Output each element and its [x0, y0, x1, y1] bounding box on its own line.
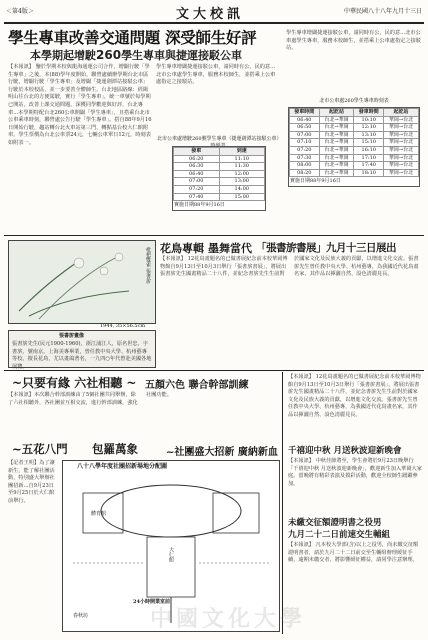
issue-date: 中華民國八十八年九月十三日	[343, 8, 422, 15]
club-banner-c: ~社團盛大招新 廣納新血	[166, 447, 278, 458]
table-cell: 14:00	[219, 185, 265, 193]
table-cell: 06:30	[174, 163, 220, 171]
table-cell: 12:00	[219, 170, 265, 178]
table-cell: 華岡→台北	[384, 154, 419, 162]
exhibit-banner-a: 花鳥專輯	[160, 242, 204, 255]
exhibit-banner-b: 墨舞當代	[208, 242, 252, 255]
lead-subhead-prefix: 本學期起增駛	[30, 49, 96, 62]
table-row	[174, 163, 265, 171]
table2-note: 實施日期88年9月16日	[290, 178, 341, 185]
map-label-c: 24小時開業室前	[133, 599, 170, 605]
paper-title: 文大校訊	[176, 7, 245, 22]
table-row	[290, 116, 419, 124]
table-cell: 台北→華岡	[319, 124, 354, 132]
lead-body: 【本報訊】 鑒於學期本校與龍海通運公司合作，增闢行駛「學生專車」之後，本(88)學年度開始，聯營處續辦學期台北市區行駛，增闢行駛「學生專車」及增闢「捷運劍潭站接駁公車」行駛於本校校區，並一步要善全體師生。台北地區路線：經陽明山往台北的方便駕駛，實行「學生專車」，統一車號於每學期已開站，改善上課交通問題。深獲同學歡迎與好評，台北專車...本學期特配台北260公車開闢「學生專車」，且搭乘台北市公車乘車時刻，聯營處公告行駛「學生專車」。搭自88年9月16日開始行駛，趨站轉台北火車站第三門，轉點基台校大仁館附車。學生票價為台北公車票24元，七輛公車單日12元，時刻表如附表一。	[8, 64, 152, 146]
painting-caption: 1944, 35×56.5cm	[100, 323, 146, 329]
news1-headline: 千禧迎中秋 月送秋波迎新晚會	[288, 446, 402, 456]
club-headline-a: ~只要有緣 六社相聽 ~	[12, 376, 137, 390]
portrait	[8, 330, 156, 368]
lead-body-continued: 學生專車增闢捷運接駁公車，請同時有公，民的意...北市公車處學生專車，服務本校師生，並搭乘上公車處指定之接駁站。	[156, 64, 276, 86]
table1-header: 到達	[219, 148, 265, 156]
news2-body: 【本報訊】 凡本校大學部(含)以上之役男，尚未繳交征額證明書者，請於九月二十二日前交至生輔組辦理緩征手續，逾期未繳交者，將影響緩征權益，請同學注意辦理。	[288, 542, 419, 564]
table2	[288, 107, 420, 187]
table1-caption: 北市公車處增駛260號學生專車（捷運劍潭站接駁公車）	[156, 136, 280, 142]
news1-body: 【本報訊】 中秋佳節將至，學生會將於9月23日晚舉行「千禧迎中秋 月送秋波迎新晚會」，歡迎新生加入華岡大家庭。當晚將有精彩表演及摸彩活動，歡迎全校師生踴躍參加。	[288, 458, 422, 487]
table-cell: 11:30	[219, 163, 265, 171]
table-cell: 07:20	[290, 146, 320, 154]
table-cell: 06:40	[290, 116, 320, 124]
table-cell: 台北→華岡	[319, 116, 354, 124]
table2-caption: 北市公車處260學生專車時刻表	[319, 98, 389, 104]
news2-headline-b: 九月二十二日前速交生輔組	[288, 530, 391, 540]
club-headline-b: 五顏六色 聯合幹部訓練	[145, 380, 249, 391]
table-row	[290, 124, 419, 132]
map-label-d: 春秋坊	[73, 613, 89, 619]
table2-header: 發車時間	[290, 109, 320, 117]
exhibit-body-continued: 【本報訊】 12花鳥畫題名的已做書展紀念前本校華岡博物館自9月13日至10月3日舉行「張書旂書展」，將展出張書旂先生國畫精品二十八件，並紀念書旂先生生前對於國家文化及民族大義的貢獻，以增進文化交流。張書旂先生曾任教中央大學、杭州藝專，為我國近代花鳥畫名家，其作品以揮灑自然、設色清麗見長。	[288, 374, 421, 418]
section-rule-2	[4, 370, 424, 371]
painting	[8, 240, 156, 324]
table-cell: 08:00	[290, 162, 320, 170]
table-cell: 07:00	[174, 178, 220, 186]
table-row	[174, 178, 265, 186]
table-cell: 13:00	[219, 178, 265, 186]
news2-headline-a: 未繳交征額證明書之役男	[288, 518, 382, 528]
table-cell: 11:10	[219, 155, 265, 163]
table-row	[174, 193, 265, 201]
table-cell: 07:20	[174, 185, 220, 193]
table-row	[290, 131, 419, 139]
table-cell: 華岡→台北	[384, 116, 419, 124]
club-sub-body: 【記者王明】為了讓新生，能了解社團活動，特別盛大舉辦社團招新...自9月23日至9月25日於大仁館前舉行。	[8, 460, 55, 504]
table2-header: 起訖站	[319, 109, 354, 117]
table-cell: 華岡→台北	[384, 131, 419, 139]
table1	[172, 146, 266, 211]
section-rule-1	[4, 235, 424, 236]
table-cell: 台北→華岡	[319, 146, 354, 154]
table-cell: 台北→華岡	[319, 139, 354, 147]
club-banner-b: 包羅萬象	[92, 442, 138, 456]
table-cell: 16:10	[354, 146, 384, 154]
masthead-rule	[4, 22, 424, 24]
exhibit-headline: 「張書旂書展」九月十三日展出	[256, 242, 396, 254]
orchid-painting-image	[9, 241, 155, 323]
table-cell: 07:00	[290, 131, 320, 139]
table-cell: 華岡→台北	[384, 124, 419, 132]
table-cell: 07:40	[174, 193, 220, 201]
table-cell: 15:10	[354, 139, 384, 147]
portrait-caption: 張書旂畫像	[59, 333, 85, 339]
table-cell: 07:10	[290, 139, 320, 147]
table-cell: 07:30	[290, 154, 320, 162]
table1-note: 實施日期88年9月16日	[174, 202, 225, 209]
table-cell: 台北→華岡	[319, 169, 354, 177]
table-row	[290, 154, 419, 162]
table-cell: 06:40	[174, 170, 220, 178]
table-row	[290, 146, 419, 154]
exhibit-body: 【本報訊】 12花鳥畫題名的已做書展紀念前本校華岡博物館自9月13日至10月3日舉行「張書旂書展」，將展出張書旂先生國畫精品二十八件，並紀念書旂先生生前對於國家文化及民族大義的貢獻，以增進文化交流。張書旂先生曾任教中央大學、杭州藝專，為我國近代花鳥畫名家，其作品以揮灑自然、設色清麗見長。	[160, 256, 419, 278]
table-cell: 10:10	[354, 116, 384, 124]
table-cell: 台北→華岡	[319, 154, 354, 162]
table-cell: 08:20	[290, 169, 320, 177]
table-row	[174, 170, 265, 178]
lead-subhead-suffix: 學生專車與捷運接駁公車	[121, 49, 243, 62]
table-cell: 06:50	[290, 124, 320, 132]
table-cell: 13:10	[354, 131, 384, 139]
right-intro: 學生專車增闢捷運接駁公車，請同時有公，民的意...北市公車處學生專車，服務本校師生，並搭乘上公車處指定之接駁站。	[286, 30, 421, 52]
painting-label: 枇杷雙雀 張書旂	[145, 247, 151, 284]
table-cell: 17:40	[354, 162, 384, 170]
map-region-a: 體育館	[91, 511, 107, 517]
page-number: ＜第4版＞	[6, 8, 34, 15]
table-cell: 華岡→台北	[384, 146, 419, 154]
table-cell: 06:20	[174, 155, 220, 163]
table-cell: 12:10	[354, 124, 384, 132]
table-cell: 華岡→台北	[384, 162, 419, 170]
map-region-b: 大仁館	[168, 547, 174, 562]
table-cell: 15:00	[219, 193, 265, 201]
table-row	[290, 162, 419, 170]
table-row	[290, 169, 419, 177]
table-row	[290, 139, 419, 147]
table-cell: 台北→華岡	[319, 162, 354, 170]
map-title: 八十八學年度社團招新場地分配圖	[77, 463, 168, 470]
table-cell: 華岡→台北	[384, 169, 419, 177]
club-banner-a: ~五花八門	[12, 442, 68, 456]
lead-subhead-number: 260	[96, 48, 122, 62]
portrait-bio: 張書旂先生(民元1900-1960)，浙江浦江人，原名世忠，字書旂，號南京。上海美專畢業，曾任教中央大學、杭州藝專等校。擅長花鳥，尤以畫鴿著名，一九四○年代曾赴美國各地展覽。	[12, 341, 152, 370]
table-cell: 17:10	[354, 154, 384, 162]
lead-subhead	[30, 47, 242, 63]
table1-header: 發車	[174, 148, 220, 156]
table-cell: 台北→華岡	[319, 131, 354, 139]
club-body: 【本報訊】本次聯合幹部訓練由了5個社團共同舉辦，除了六社相聽外，各社團並互相交流，進行幹部訓練，強化社團功能。	[8, 392, 172, 406]
table-row	[174, 155, 265, 163]
table-cell: 18:10	[354, 169, 384, 177]
lead-headline: 學生專車改善交通問題 深受師生好評	[8, 29, 257, 47]
right-column-divider	[282, 372, 283, 634]
table2-header: 發車時間	[354, 109, 384, 117]
table-row	[174, 185, 265, 193]
table-cell: 華岡→台北	[384, 139, 419, 147]
table2-header: 起訖站	[384, 109, 419, 117]
watermark: 中國文化大學	[150, 607, 307, 632]
